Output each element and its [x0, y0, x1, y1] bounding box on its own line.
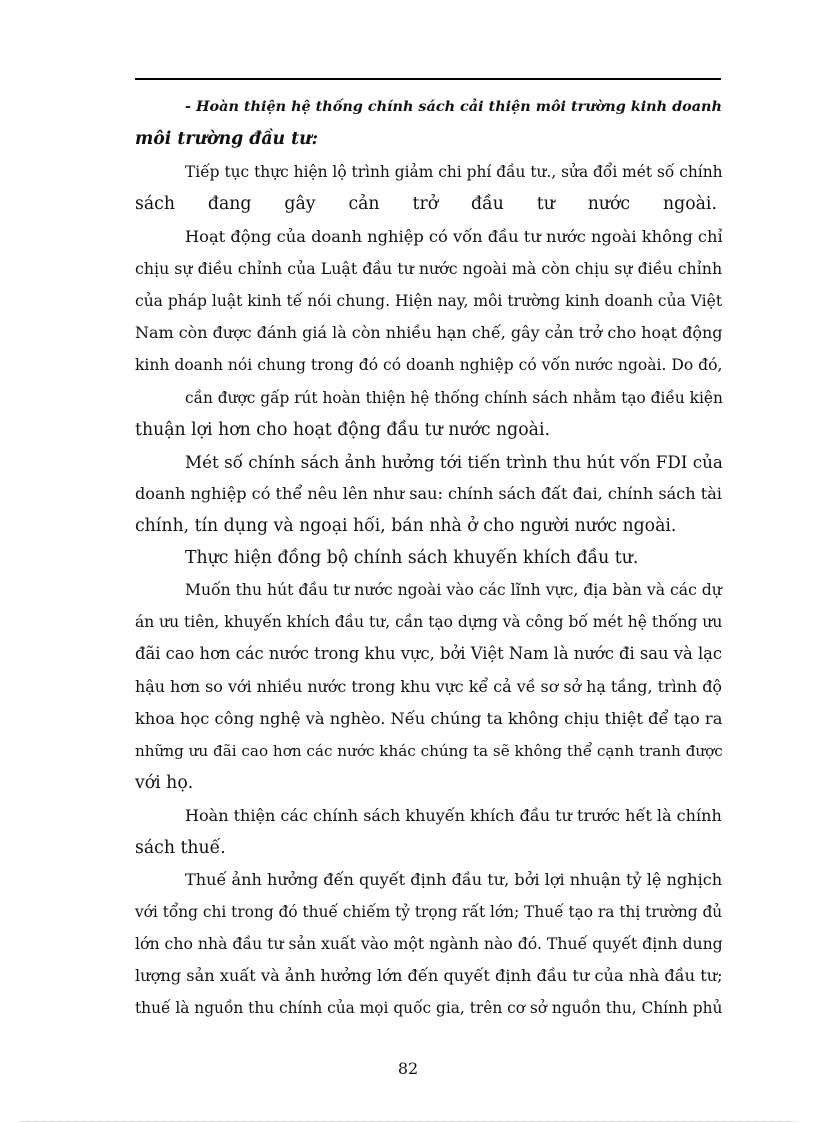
page-number: 82 [397, 1059, 419, 1078]
word: tư [536, 194, 555, 214]
text-line: với tổng chi trong đó thuế chiếm tỷ trọng rất lớn; Thuế tạo ra thị trường đủ [135, 903, 723, 921]
text-line: doanh nghiệp có thể nêu lên như sau: chính sách đất đai, chính sách tài [135, 484, 722, 503]
text-line: Tiếp tục thực hiện lộ trình giảm chi phí đầu tư., sửa đổi mét số chính [185, 163, 723, 181]
text-line: lớn cho nhà đầu tư sản xuất vào một ngành nào đó. Thuế quyết định dung [135, 934, 723, 953]
word: trở [412, 194, 439, 214]
word: đang [207, 194, 252, 214]
text-line: kinh doanh nói chung trong đó có doanh nghiệp có vốn nước ngoài. Do đó, [135, 356, 723, 374]
text-line: đãi cao hơn các nước trong khu vực, bởi Việt Nam là nước đi sau và lạc [135, 644, 723, 663]
text-line: thuận lợi hơn cho hoạt động đầu tư nước ngoài. [135, 420, 550, 440]
page-bottom-border [20, 1121, 796, 1122]
word: đầu [471, 194, 504, 214]
text-line: với họ. [135, 773, 194, 793]
text-line: chính, tín dụng và ngoại hối, bán nhà ở cho người nước ngoài. [135, 516, 677, 536]
section-heading-line-1: - Hoàn thiện hệ thống chính sách cải thiện môi trường kinh doanh [185, 98, 722, 115]
text-line: Muốn thu hút đầu tư nước ngoài vào các lĩnh vực, địa bàn và các dự [185, 580, 722, 599]
section-heading-line-2: môi trường đầu tư: [135, 129, 319, 149]
text-line: Thực hiện đồng bộ chính sách khuyến khích đầu tư. [185, 548, 639, 568]
word: nước [587, 194, 631, 214]
text-line: sách thuế. [135, 838, 226, 858]
word: ngoài. [663, 194, 717, 214]
justified-line [135, 194, 717, 214]
text-line: Hoàn thiện các chính sách khuyến khích đầu tư trước hết là chính [185, 806, 722, 825]
text-line: của pháp luật kinh tế nói chung. Hiện nay, môi trường kinh doanh của Việt [135, 292, 723, 310]
word: cản [348, 194, 380, 214]
text-line: khoa học công nghệ và nghèo. Nếu chúng ta không chịu thiệt để tạo ra [135, 709, 723, 728]
text-line: Mét số chính sách ảnh hưởng tới tiến trình thu hút vốn FDI của [185, 452, 723, 472]
text-line: hậu hơn so với nhiều nước trong khu vực kể cả về sơ sở hạ tầng, trình độ [135, 677, 722, 696]
text-line: thuế là nguồn thu chính của mọi quốc gia, trên cơ sở nguồn thu, Chính phủ [135, 999, 723, 1017]
text-line: Thuế ảnh hưởng đến quyết định đầu tư, bởi lợi nhuận tỷ lệ nghịch [185, 870, 723, 889]
word: gây [284, 194, 316, 214]
text-line: Hoạt động của doanh nghiệp có vốn đầu tư nước ngoài không chỉ [185, 227, 723, 246]
text-line: cần được gấp rút hoàn thiện hệ thống chính sách nhằm tạo điều kiện [185, 389, 723, 407]
word: sách [135, 194, 175, 214]
header-rule [135, 78, 721, 80]
text-line: lượng sản xuất và ảnh hưởng lớn đến quyết định đầu tư của nhà đầu tư; [135, 966, 723, 985]
text-line: chịu sự điều chỉnh của Luật đầu tư nước ngoài mà còn chịu sự điều chỉnh [135, 259, 723, 278]
text-line: những ưu đãi cao hơn các nước khác chúng ta sẽ không thể cạnh tranh được [135, 742, 723, 760]
text-line: án ưu tiên, khuyến khích đầu tư, cần tạo dựng và công bố mét hệ thống ưu [135, 613, 723, 631]
text-line: Nam còn được đánh giá là còn nhiều hạn chế, gây cản trở cho hoạt động [135, 323, 723, 342]
